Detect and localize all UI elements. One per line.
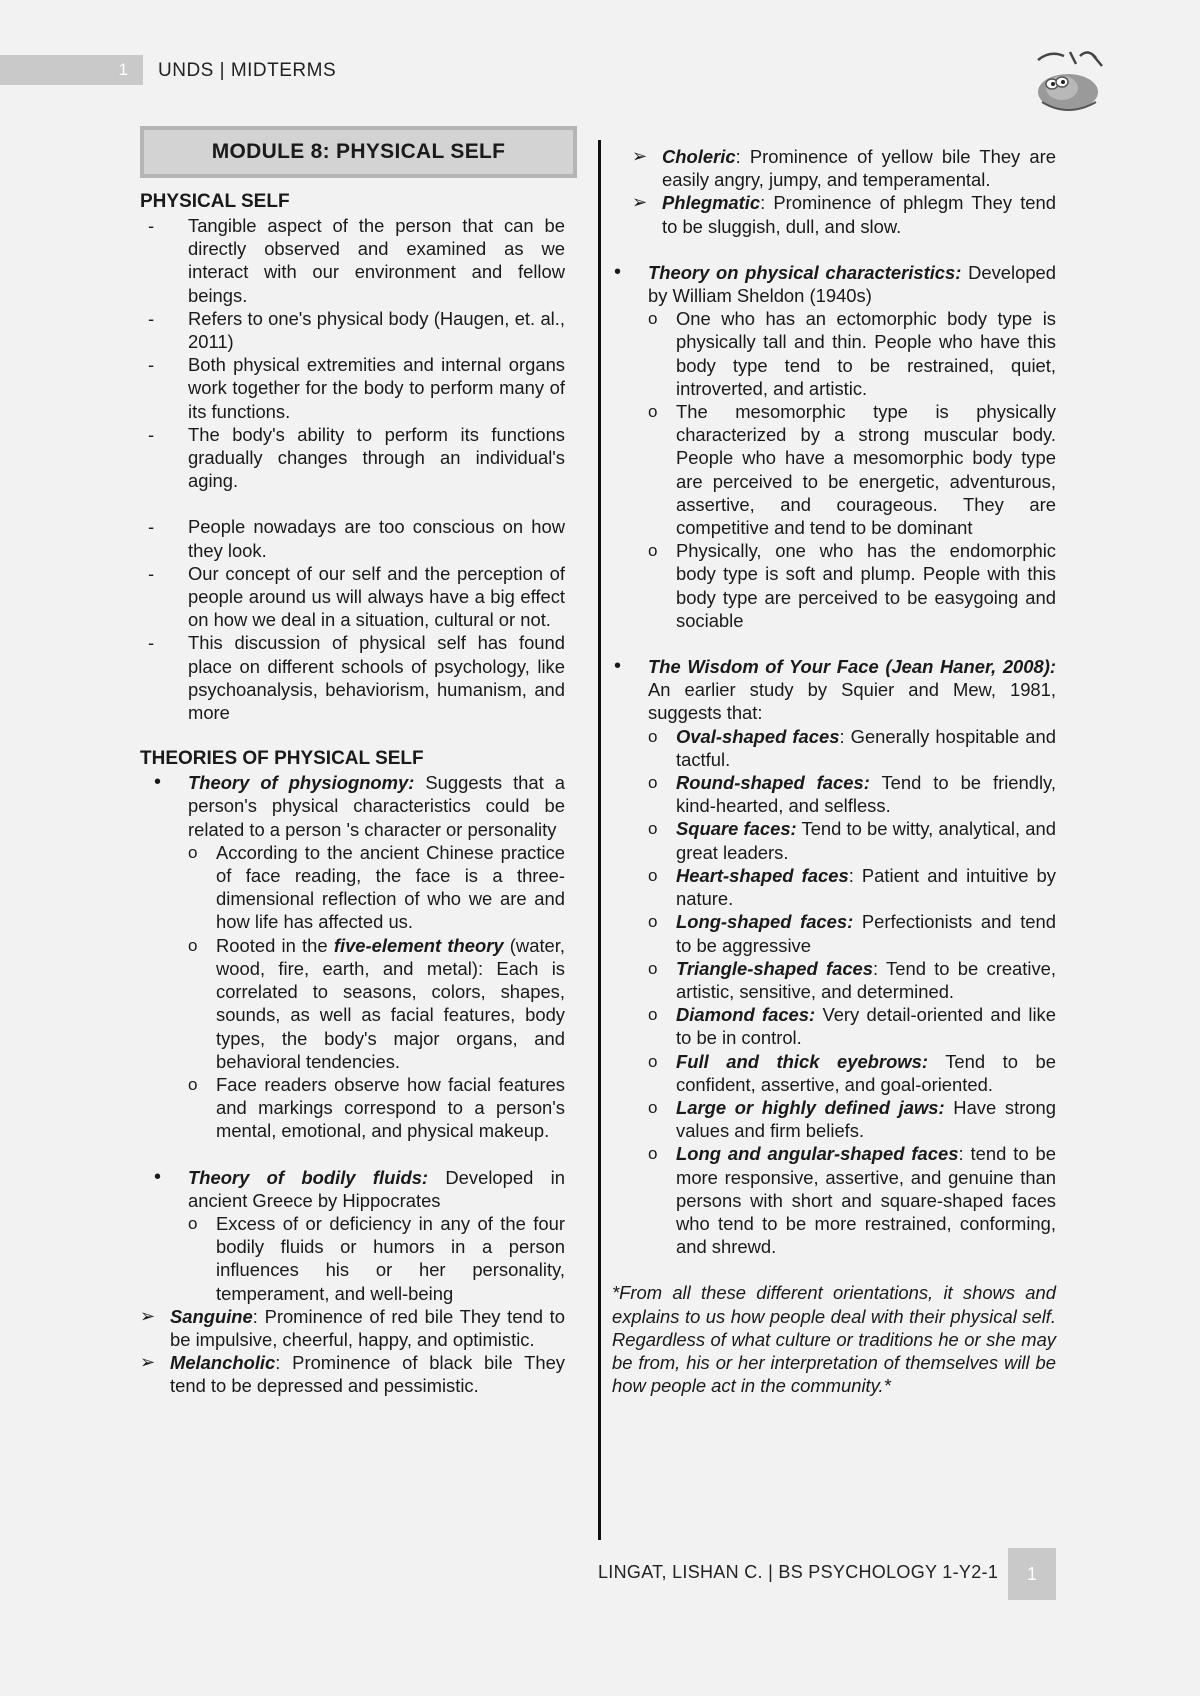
list-item: - Both physical extremities and internal organs work together for the body to perform many of its functions.	[140, 353, 565, 423]
face-item	[648, 1003, 1056, 1049]
list-item: o Physically, one who has the endomorphic body type is soft and plump. People with this body type are perceived to be easygoing and sociable	[648, 539, 1056, 632]
face-text: Very detail-oriented and like to be in control.	[676, 1004, 1056, 1049]
face-item	[648, 1096, 1056, 1142]
list-item: - The body's ability to perform its functions gradually changes through an individual's aging.	[140, 423, 565, 493]
footer-author: LINGAT, LISHAN C. | BS PSYCHOLOGY 1-Y2-1	[598, 1562, 999, 1582]
humor-item	[140, 1351, 565, 1397]
list-item	[188, 934, 565, 1073]
footer-page-number: 1	[1008, 1548, 1056, 1600]
theory-title: Theory of physiognomy:	[188, 772, 415, 794]
theory-physiognomy	[140, 771, 565, 1165]
theory-bodily-fluids	[140, 1166, 565, 1305]
characteristics-sublist	[648, 307, 1056, 632]
face-text: Perfectionists and tend to be aggressive	[676, 911, 1056, 956]
five-element-term: five-element theory	[333, 934, 504, 956]
list-item: o Face readers observe how facial features and markings correspond to a person's mental, emotional, and physical makeup.	[188, 1073, 565, 1143]
theory-text: Developed by William Sheldon (1940s)	[648, 261, 1057, 307]
physiognomy-sublist	[188, 841, 565, 1143]
elmo-doodle-logo-icon	[1030, 44, 1110, 120]
theories-list	[140, 771, 565, 1304]
theory-title: Theory of bodily fluids:	[188, 1166, 429, 1188]
conclusion-note: *From all these different orientations, it shows and explains to us how people deal with their physical self. Regardless of what culture or traditions he or she may be from, his or her interpretation of themselves will be how people act in the community.*	[612, 1282, 1056, 1397]
face-text: : Generally hospitable and tactful.	[676, 725, 1056, 770]
face-text: Tend to be witty, analytical, and great leaders.	[676, 818, 1056, 863]
humor-item	[632, 145, 1056, 191]
humor-item	[140, 1305, 565, 1351]
list-item: - This discussion of physical self has found place on different schools of psychology, like psychoanalysis, behaviorism, humanism, and more	[140, 631, 565, 724]
list-item: - Refers to one's physical body (Haugen, et. al., 2011)	[140, 307, 565, 353]
text: (water, wood, fire, earth, and metal): Each is correlated to seasons, colors, shapes, sounds, as well as facial features, body types, the body's major organs, and behavioral tendencies.	[216, 934, 565, 1072]
theories-list-continued	[600, 261, 1056, 1259]
face-item	[648, 725, 1056, 771]
module-title: MODULE 8: PHYSICAL SELF	[140, 126, 577, 178]
theory-title: The Wisdom of Your Face (Jean Haner, 2008):	[648, 656, 1056, 678]
theory-text: An earlier study by Squier and Mew, 1981, suggests that:	[648, 679, 1056, 724]
humors-list-continued	[632, 145, 1056, 238]
face-item	[648, 1142, 1056, 1258]
list-item: o One who has an ectomorphic body type is physically tall and thin. People who have this body type tend to be restrained, quiet, introverted, and artistic.	[648, 307, 1056, 400]
humor-text: : Prominence of black bile They tend to be depressed and pessimistic.	[170, 1352, 565, 1397]
list-item: o According to the ancient Chinese practice of face reading, the face is a three-dimensional reflection of who we are and how life has affected us.	[188, 841, 565, 934]
list-item: o Excess of or deficiency in any of the four bodily fluids or humors in a person influences his or her personality, temperament, and well-being	[188, 1212, 565, 1305]
face-name: Long and angular-shaped faces	[676, 1143, 959, 1165]
face-name: Round-shaped faces:	[676, 772, 870, 794]
humor-name: Choleric	[662, 146, 736, 167]
theory-title: Theory on physical characteristics:	[648, 261, 962, 283]
theory-text: Developed in ancient Greece by Hippocrates	[188, 1166, 565, 1211]
face-item	[648, 771, 1056, 817]
face-name: Oval-shaped faces	[676, 725, 840, 747]
humor-name: Phlegmatic	[662, 192, 761, 214]
physical-self-list-2	[140, 515, 565, 724]
list-item: - Our concept of our self and the perception of people around us will always have a big effect on how we deal in a situation, cultural or not.	[140, 562, 565, 632]
face-item	[648, 1050, 1056, 1096]
face-text: : Patient and intuitive by nature.	[676, 864, 1056, 910]
face-name: Large or highly defined jaws:	[676, 1096, 945, 1118]
theories-heading: THEORIES OF PHYSICAL SELF	[140, 748, 424, 770]
face-name: Square faces:	[676, 818, 797, 840]
humor-text: : Prominence of phlegm They tend to be sluggish, dull, and slow.	[662, 192, 1056, 237]
face-name: Triangle-shaped faces	[676, 957, 874, 979]
theory-physical-characteristics	[600, 261, 1056, 655]
face-text: : tend to be more responsive, assertive, and genuine than persons with short and square-shaped faces who tend to be more restrained, conforming, and shrewd.	[676, 1143, 1056, 1258]
text: Rooted in the	[216, 934, 334, 956]
faces-sublist	[648, 725, 1056, 1259]
face-name: Diamond faces:	[676, 1004, 816, 1026]
face-name: Long-shaped faces:	[676, 911, 854, 933]
face-text: Have strong values and firm beliefs.	[676, 1096, 1056, 1142]
right-column	[612, 145, 1057, 1397]
humors-list	[140, 1305, 565, 1398]
header-page-number: 1	[118, 60, 128, 79]
theory-text: Suggests that a person's physical characteristics could be related to a person 's character or personality	[188, 772, 565, 840]
face-text: : Tend to be creative, artistic, sensitive, and determined.	[676, 957, 1057, 1002]
header-title: UNDS | MIDTERMS	[158, 60, 337, 81]
list-item: - People nowadays are too conscious on how they look.	[140, 515, 565, 561]
humor-item	[632, 191, 1056, 237]
face-text: Tend to be confident, assertive, and goal-oriented.	[676, 1050, 1056, 1095]
humor-text: : Prominence of red bile They tend to be impulsive, cheerful, happy, and optimistic.	[170, 1305, 565, 1350]
theory-wisdom-of-face	[600, 655, 1056, 1258]
physical-self-heading: PHYSICAL SELF	[140, 191, 290, 212]
humor-name: Melancholic	[170, 1352, 276, 1374]
face-name: Full and thick eyebrows:	[676, 1050, 928, 1072]
face-item	[648, 910, 1056, 956]
list-item: - Tangible aspect of the person that can be directly observed and examined as we interact with our environment and fellow beings.	[140, 214, 565, 307]
face-item	[648, 957, 1056, 1003]
face-item	[648, 817, 1056, 863]
physical-self-list	[140, 214, 565, 492]
list-item: o The mesomorphic type is physically characterized by a strong muscular body. People who have a mesomorphic body type are perceived to be energetic, adventurous, assertive, and courageous. They are competitive and tend to be dominant	[648, 400, 1056, 539]
face-text: Tend to be friendly, kind-hearted, and selfless.	[676, 772, 1056, 817]
humor-text: : Prominence of yellow bile They are easily angry, jumpy, and temperamental.	[662, 146, 1056, 191]
left-column	[140, 126, 565, 1398]
face-name: Heart-shaped faces	[676, 864, 849, 886]
fluids-sublist	[188, 1212, 565, 1305]
face-item	[648, 864, 1056, 910]
humor-name: Sanguine	[170, 1305, 253, 1327]
